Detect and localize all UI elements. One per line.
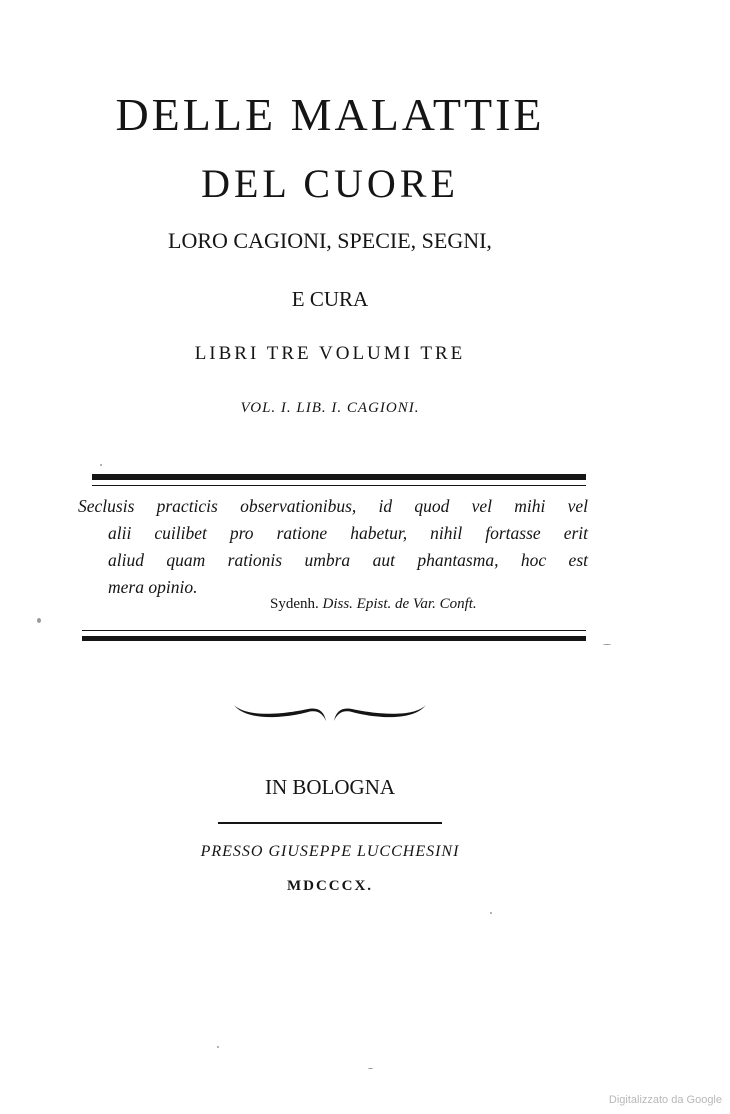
title-line-2: DEL CUORE	[201, 161, 459, 206]
bottom-rule-thick	[82, 636, 586, 641]
paper-speck	[217, 1046, 219, 1048]
epigraph-line: aliud quam rationis umbra aut phantasma, hoc est	[108, 550, 588, 570]
citation-author: Sydenh.	[270, 596, 319, 612]
paper-speck	[37, 618, 41, 623]
imprint-place: IN BOLOGNA	[264, 775, 396, 799]
subtitle-line: LORO CAGIONI, SPECIE, SEGNI,	[168, 228, 492, 253]
ornament-brace	[230, 693, 430, 727]
google-watermark: Digitalizzato da Google	[608, 1094, 722, 1106]
top-rule-thin	[92, 485, 586, 486]
paper-speck	[368, 1068, 373, 1069]
paper-speck	[603, 644, 611, 645]
top-rule-thick	[92, 474, 586, 480]
paper-speck	[490, 912, 492, 914]
epigraph-line: Seclusis practicis observationibus, id quod vel mihi vel	[78, 496, 588, 516]
title-line-1: DELLE MALATTIE	[115, 89, 545, 140]
citation-work: Diss. Epist. de Var. Conft.	[322, 596, 477, 612]
paper-speck	[100, 464, 102, 466]
epigraph-line: mera opinio.	[108, 577, 198, 597]
volume-line: VOL. I. LIB. I. CAGIONI.	[240, 400, 420, 416]
epigraph-citation	[270, 596, 477, 613]
volumes-line: LIBRI TRE VOLUMI TRE	[194, 343, 466, 364]
epigraph	[78, 493, 588, 601]
subtitle-cura: E CURA	[291, 287, 369, 311]
imprint-rule	[218, 822, 442, 824]
epigraph-line: alii cuilibet pro ratione habetur, nihil fortasse erit	[108, 523, 588, 543]
bottom-rule-thin	[82, 630, 586, 631]
imprint-publisher: PRESSO GIUSEPPE LUCCHESINI	[200, 843, 460, 860]
imprint-year: MDCCCX.	[286, 878, 374, 894]
